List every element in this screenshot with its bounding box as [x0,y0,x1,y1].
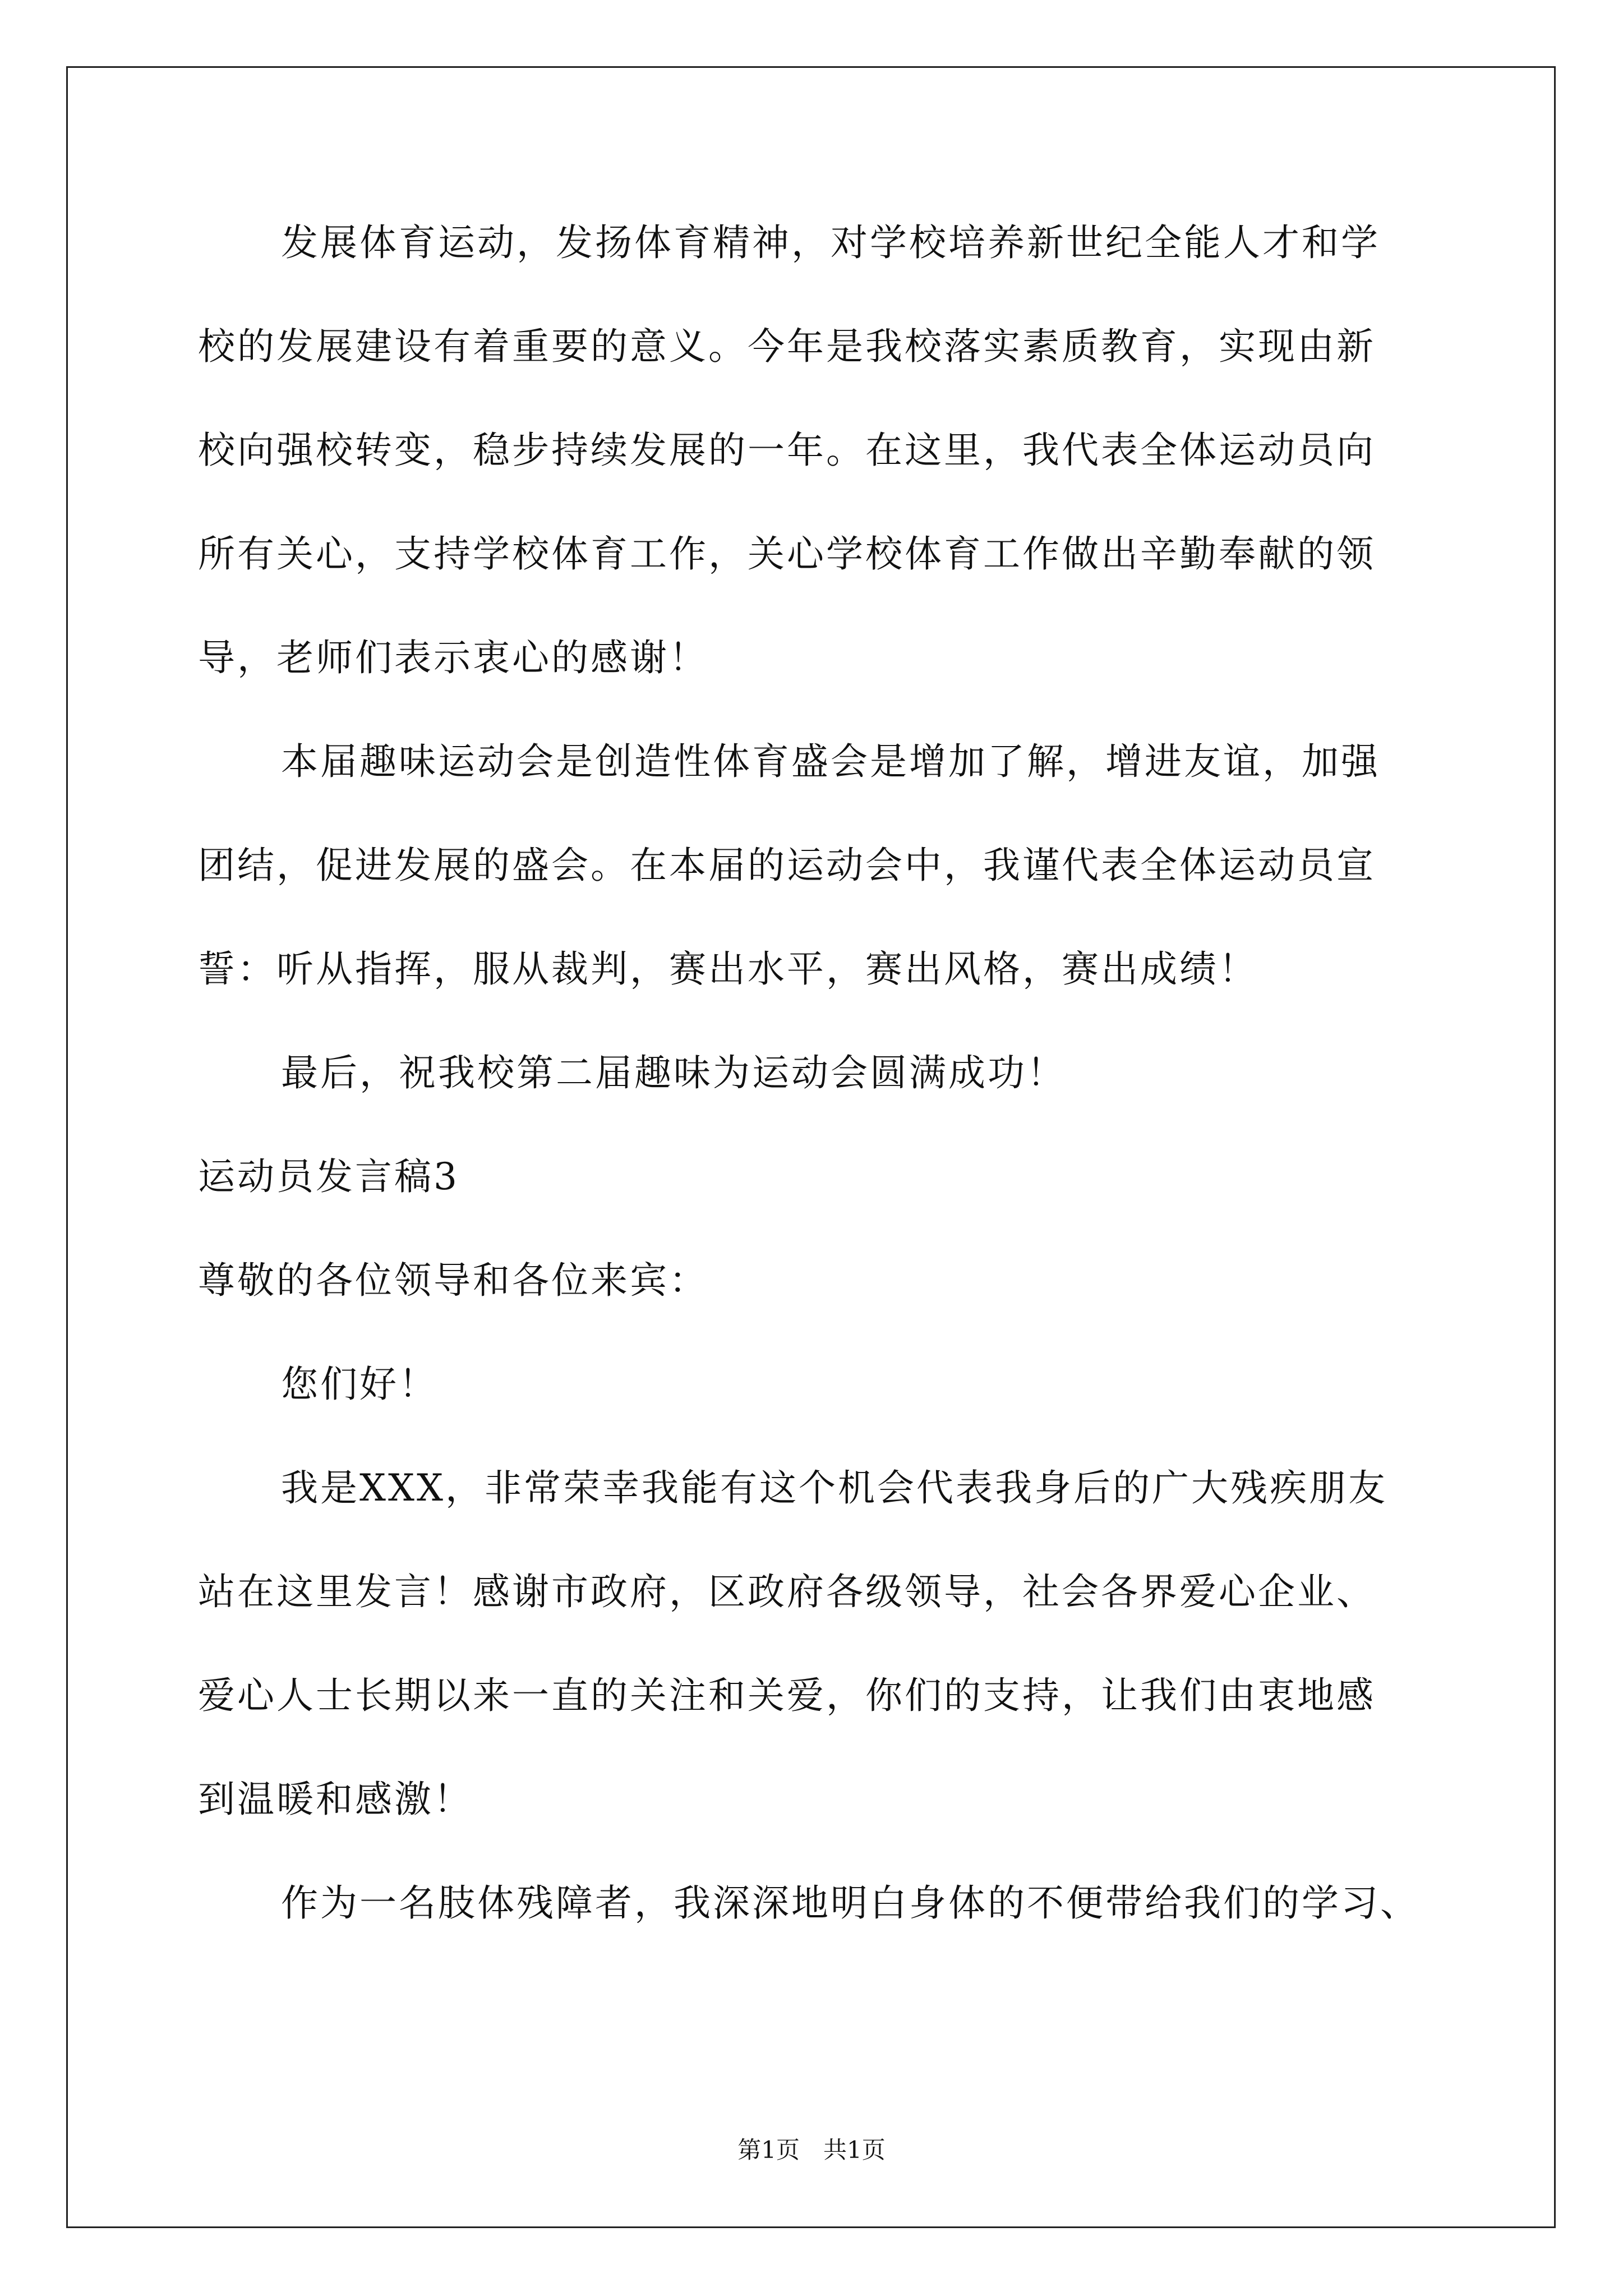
paragraph-line: 发展体育运动，发扬体育精神，对学校培养新世纪全能人才和学 [281,221,1380,264]
paragraph-line: 所有关心，支持学校体育工作，关心学校体育工作做出辛勤奉献的领 [198,532,1376,576]
paragraph-line: 我是XXX，非常荣幸我能有这个机会代表我身后的广大残疾朋友 [281,1466,1387,1510]
paragraph-line: 到温暖和感激！ [198,1778,473,1821]
paragraph-line: 校的发展建设有着重要的意义。今年是我校落实素质教育，实现由新 [198,325,1376,368]
paragraph-line: 最后，祝我校第二届趣味为运动会圆满成功！ [281,1051,1066,1094]
paragraph-line: 爱心人士长期以来一直的关注和关爱，你们的支持，让我们由衷地感 [198,1674,1376,1717]
paragraph-line: 作为一名肢体残障者，我深深地明白身体的不便带给我们的学习、 [281,1881,1419,1925]
paragraph-line: 誓：听从指挥，服从裁判，赛出水平，赛出风格，赛出成绩！ [198,947,1258,991]
salutation: 尊敬的各位领导和各位来宾： [198,1259,708,1302]
greeting: 您们好！ [281,1363,438,1406]
paragraph-line: 导，老师们表示衷心的感谢！ [198,636,708,679]
page-number: 第1页 共1页 [737,2136,886,2164]
paragraph-line: 团结，促进发展的盛会。在本届的运动会中，我谨代表全体运动员宣 [198,844,1376,887]
paragraph-line: 校向强校转变，稳步持续发展的一年。在这里，我代表全体运动员向 [198,429,1376,472]
paragraph-line: 站在这里发言！感谢市政府，区政府各级领导，社会各界爱心企业、 [198,1570,1376,1613]
paragraph-line: 本届趣味运动会是创造性体育盛会是增加了解，增进友谊，加强 [281,740,1380,783]
section-heading: 运动员发言稿3 [198,1155,459,1198]
